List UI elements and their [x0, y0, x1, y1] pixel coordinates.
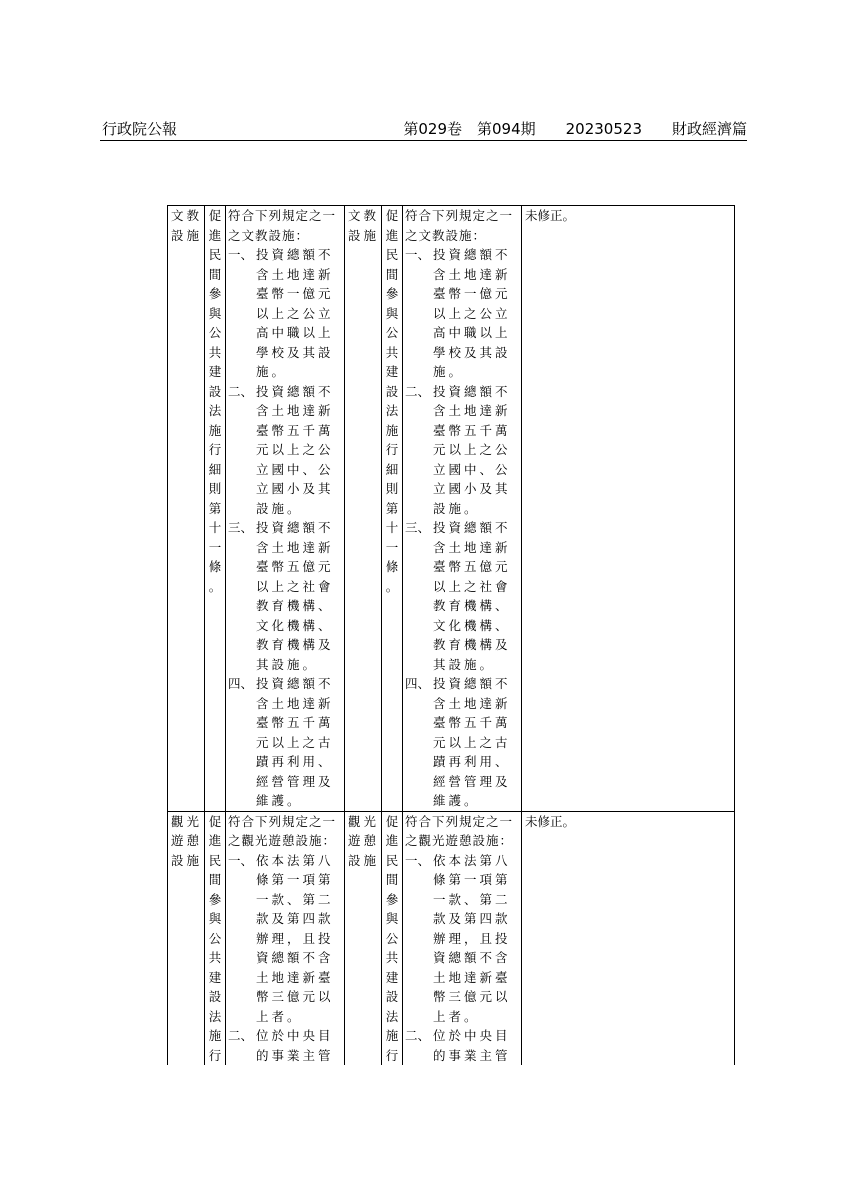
law-reference-char: 細 — [208, 461, 222, 477]
law-reference-char: 施 — [385, 1028, 399, 1043]
item-line: 上者。 — [433, 1008, 480, 1024]
law-reference-char: 進 — [208, 833, 222, 848]
list-item — [226, 674, 344, 811]
item-line: 教育機構及 — [433, 637, 511, 652]
law-reference-char: 公 — [385, 325, 399, 340]
item-number: 一、 — [405, 852, 431, 868]
law-reference-char: 建 — [208, 364, 222, 379]
item-line: 投資總額不 — [433, 520, 511, 535]
list-item — [403, 382, 521, 519]
section-cell-amended: 文教 設施 — [168, 206, 205, 812]
law-reference-char: 民 — [385, 852, 399, 868]
item-line: 上者。 — [256, 1008, 303, 1024]
law-reference-char: 公 — [208, 325, 222, 340]
item-line: 以上之社會 — [433, 578, 511, 594]
item-line: 依本法第八 — [256, 852, 334, 868]
list-item — [226, 851, 344, 1027]
item-number: 四、 — [228, 676, 254, 691]
item-line: 款及第四款 — [256, 911, 334, 926]
law-reference-char: 共 — [208, 950, 222, 965]
item-number: 四、 — [405, 676, 431, 691]
law-reference-char: 間 — [385, 872, 399, 887]
item-line: 經營管理及 — [433, 773, 511, 789]
item-line: 臺幣五千萬 — [433, 422, 511, 438]
list-item — [226, 518, 344, 674]
item-line: 元以上之公 — [433, 442, 511, 457]
item-line: 以上之公立 — [433, 305, 511, 321]
law-reference-char: 間 — [208, 872, 222, 887]
item-line: 投資總額不 — [433, 247, 511, 262]
item-line: 立國小及其 — [256, 481, 334, 496]
law-reference-char: 與 — [208, 911, 222, 926]
item-line: 以上之公立 — [256, 305, 334, 321]
item-line: 臺幣五千萬 — [433, 715, 511, 730]
item-line: 含土地達新 — [433, 266, 511, 282]
law-reference-char: 共 — [385, 950, 399, 965]
law-reference-char: 進 — [385, 833, 399, 848]
law-reference-char: 施 — [385, 422, 399, 438]
law-reference-char: 間 — [208, 266, 222, 282]
law-reference-char: 共 — [208, 344, 222, 360]
item-line: 維護。 — [256, 793, 303, 808]
item-line: 施。 — [433, 364, 465, 379]
item-line: 含土地達新 — [256, 539, 334, 555]
item-number: 二、 — [405, 383, 431, 399]
item-line: 含土地達新 — [433, 403, 511, 418]
item-line: 臺幣五億元 — [256, 559, 334, 574]
explanation-cell: 未修正。 — [522, 206, 735, 812]
law-reference-char: 行 — [208, 1047, 222, 1063]
provision-intro: 之觀光遊憩設施： — [405, 833, 514, 848]
item-line: 元以上之古 — [256, 734, 334, 750]
law-reference-char: 行 — [208, 442, 222, 457]
law-reference-char: 行 — [385, 1047, 399, 1063]
item-number: 一、 — [228, 247, 254, 262]
law-reference-amended — [205, 206, 226, 812]
law-reference-char: 與 — [385, 911, 399, 926]
item-line: 蹟再利用、 — [256, 754, 334, 769]
list-item — [226, 1026, 344, 1065]
item-line: 位於中央目 — [256, 1028, 334, 1043]
section-cell-amended: 觀光 遊憩 設施 — [168, 811, 205, 1065]
item-line: 元以上之公 — [256, 442, 334, 457]
law-reference-char: 間 — [385, 266, 399, 282]
section-cell-current: 觀光 遊憩 設施 — [345, 811, 382, 1065]
law-reference-char: 則 — [208, 481, 222, 496]
item-line: 立國中、公 — [256, 461, 334, 477]
law-reference-char: 設 — [385, 383, 399, 399]
law-reference-char: 建 — [385, 364, 399, 379]
item-line: 教育機構、 — [433, 598, 511, 613]
law-reference-char: 施 — [208, 1028, 222, 1043]
provision-text-current — [403, 206, 522, 812]
item-line: 文化機構、 — [433, 617, 511, 633]
item-line: 立國中、公 — [433, 461, 511, 477]
law-reference-char: 十 — [208, 520, 222, 535]
law-reference-char: 設 — [208, 383, 222, 399]
law-reference-char: 參 — [385, 891, 399, 907]
item-line: 蹟再利用、 — [433, 754, 511, 769]
provision-text-current — [403, 811, 522, 1065]
law-reference-char: 與 — [208, 305, 222, 321]
law-reference-char: 公 — [385, 930, 399, 946]
item-line: 資總額不含 — [256, 950, 334, 965]
list-item — [403, 674, 521, 811]
law-reference-char: 設 — [385, 989, 399, 1004]
item-line: 維護。 — [433, 793, 480, 808]
law-reference-char: 促 — [208, 208, 222, 223]
item-line: 一款、第二 — [433, 891, 511, 907]
law-reference-char: 十 — [385, 520, 399, 535]
item-line: 土地達新臺 — [256, 969, 334, 985]
item-line: 學校及其設 — [433, 344, 511, 360]
law-reference-current — [382, 206, 403, 812]
provision-intro: 符合下列規定之一 — [228, 813, 337, 829]
provision-intro: 符合下列規定之一 — [405, 208, 514, 223]
item-line: 款及第四款 — [433, 911, 511, 926]
item-line: 設施。 — [256, 500, 303, 516]
law-reference-current — [382, 811, 403, 1065]
law-reference-amended — [205, 811, 226, 1065]
item-line: 其設施。 — [256, 656, 319, 672]
law-reference-char: 共 — [385, 344, 399, 360]
item-line: 資總額不含 — [433, 950, 511, 965]
explanation-cell: 未修正。 — [522, 811, 735, 1065]
provision-intro: 符合下列規定之一 — [228, 208, 337, 223]
law-reference-char: 行 — [385, 442, 399, 457]
item-line: 高中職以上 — [433, 325, 511, 340]
item-line: 教育機構及 — [256, 637, 334, 652]
provision-intro: 之文教設施： — [405, 227, 487, 243]
item-line: 臺幣一億元 — [256, 286, 334, 301]
section-cell-current: 文教 設施 — [345, 206, 382, 812]
law-reference-char: 公 — [208, 930, 222, 946]
item-line: 立國小及其 — [433, 481, 511, 496]
law-reference-char: 法 — [208, 1008, 222, 1024]
item-line: 土地達新臺 — [433, 969, 511, 985]
item-line: 辦理，且投 — [433, 930, 511, 946]
law-reference-char: 一 — [208, 539, 222, 555]
gazette-header — [100, 118, 747, 141]
item-line: 設施。 — [433, 500, 480, 516]
provision-intro: 之觀光遊憩設施： — [228, 833, 337, 848]
law-reference-char: 法 — [385, 1008, 399, 1024]
item-line: 辦理，且投 — [256, 930, 334, 946]
law-reference-char: 民 — [385, 247, 399, 262]
item-line: 投資總額不 — [256, 676, 334, 691]
law-reference-char: 促 — [385, 813, 399, 829]
law-reference-char: 施 — [208, 422, 222, 438]
item-line: 臺幣五億元 — [433, 559, 511, 574]
item-line: 學校及其設 — [256, 344, 334, 360]
law-reference-char: 與 — [385, 305, 399, 321]
law-reference-char: 條 — [385, 559, 399, 574]
item-line: 臺幣一億元 — [433, 286, 511, 301]
provision-text-amended — [226, 206, 345, 812]
item-line: 投資總額不 — [256, 383, 334, 399]
law-reference-char: 促 — [385, 208, 399, 223]
item-number: 二、 — [228, 1028, 254, 1043]
provision-intro: 之文教設施： — [228, 227, 310, 243]
law-reference-char: 第 — [385, 500, 399, 516]
item-line: 含土地達新 — [256, 266, 334, 282]
issue-info: 第029卷 第094期 20230523 財政經濟篇 — [403, 120, 747, 138]
law-reference-char: 參 — [208, 891, 222, 907]
law-reference-char: 建 — [385, 969, 399, 985]
item-line: 經營管理及 — [256, 773, 334, 789]
law-reference-char: 進 — [385, 227, 399, 243]
comparison-table — [167, 205, 735, 1065]
item-line: 投資總額不 — [256, 247, 334, 262]
law-reference-char: 。 — [385, 578, 399, 594]
item-line: 含土地達新 — [256, 403, 334, 418]
law-reference-char: 條 — [208, 559, 222, 574]
item-line: 教育機構、 — [256, 598, 334, 613]
item-line: 施。 — [256, 364, 288, 379]
item-line: 含土地達新 — [433, 539, 511, 555]
law-reference-char: 一 — [385, 539, 399, 555]
law-reference-char: 則 — [385, 481, 399, 496]
item-line: 以上之社會 — [256, 578, 334, 594]
item-line: 投資總額不 — [433, 676, 511, 691]
list-item — [226, 382, 344, 519]
law-reference-char: 建 — [208, 969, 222, 985]
item-line: 元以上之古 — [433, 734, 511, 750]
list-item — [403, 245, 521, 382]
item-line: 條第一項第 — [256, 872, 334, 887]
list-item — [403, 851, 521, 1027]
law-reference-char: 促 — [208, 813, 222, 829]
item-number: 三、 — [228, 520, 254, 535]
item-line: 幣三億元以 — [433, 989, 511, 1004]
item-number: 二、 — [228, 383, 254, 399]
item-line: 臺幣五千萬 — [256, 422, 334, 438]
law-reference-char: 法 — [208, 403, 222, 418]
item-line: 的事業主管 — [256, 1047, 334, 1063]
law-reference-char: 參 — [385, 286, 399, 301]
item-number: 一、 — [228, 852, 254, 868]
item-line: 投資總額不 — [433, 383, 511, 399]
item-number: 二、 — [405, 1028, 431, 1043]
law-reference-char: 民 — [208, 852, 222, 868]
item-number: 三、 — [405, 520, 431, 535]
law-reference-char: 法 — [385, 403, 399, 418]
item-line: 位於中央目 — [433, 1028, 511, 1043]
provision-text-amended — [226, 811, 345, 1065]
law-reference-char: 參 — [208, 286, 222, 301]
item-line: 含土地達新 — [256, 695, 334, 711]
law-reference-char: 民 — [208, 247, 222, 262]
list-item — [226, 245, 344, 382]
list-item — [403, 518, 521, 674]
item-line: 條第一項第 — [433, 872, 511, 887]
item-line: 幣三億元以 — [256, 989, 334, 1004]
item-line: 投資總額不 — [256, 520, 334, 535]
item-line: 一款、第二 — [256, 891, 334, 907]
list-item — [403, 1026, 521, 1065]
law-reference-char: 設 — [208, 989, 222, 1004]
item-line: 臺幣五千萬 — [256, 715, 334, 730]
law-reference-char: 細 — [385, 461, 399, 477]
law-reference-char: 第 — [208, 500, 222, 516]
law-reference-char: 。 — [208, 578, 222, 594]
item-number: 一、 — [405, 247, 431, 262]
table-row — [168, 206, 735, 812]
item-line: 其設施。 — [433, 656, 496, 672]
item-line: 的事業主管 — [433, 1047, 511, 1063]
gazette-title: 行政院公報 — [102, 120, 178, 138]
item-line: 高中職以上 — [256, 325, 334, 340]
table-row — [168, 811, 735, 1065]
item-line: 含土地達新 — [433, 695, 511, 711]
item-line: 依本法第八 — [433, 852, 511, 868]
provision-intro: 符合下列規定之一 — [405, 813, 514, 829]
item-line: 文化機構、 — [256, 617, 334, 633]
law-reference-char: 進 — [208, 227, 222, 243]
